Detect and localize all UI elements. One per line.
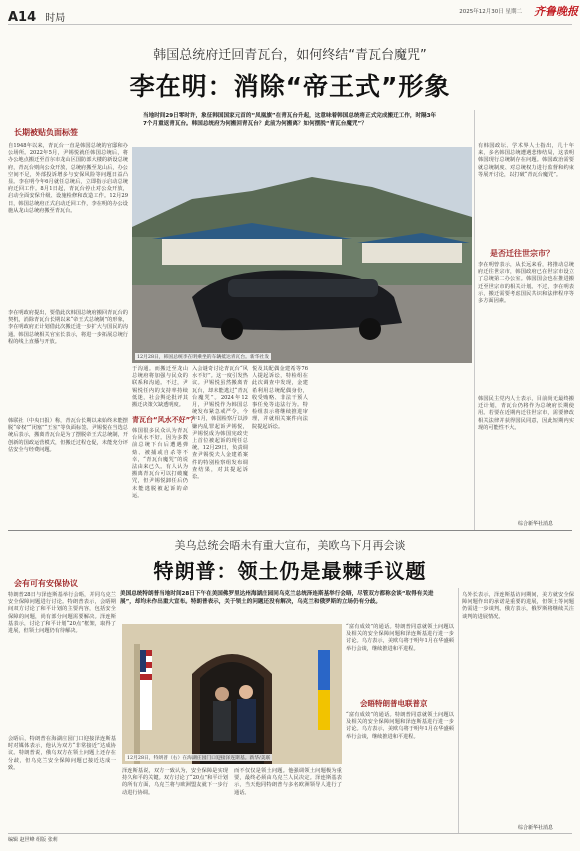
story1-byline: 综合新华社消息 bbox=[518, 521, 554, 527]
story1-col1-text: 自1948年以来，青瓦台一直是韩国总统的官邸和办公场所。2022年5月，尹锡悦就任韩国总统后，将办公地点搬迁至首尔市龙山区国防部大楼的新设总统府，青瓦台则向公众开放，总统府搬至龙山后，办公空间不足，外部投诉增多与安保风险等问题日益凸显。李在明今年6月就任总统后，立即指示启动总统府迁回工作。8月1日起，青瓦台停止对公众开放，启动全面安保升级、设施检修和改造工作。12月29日，韩国总统府正式启动迁回工作，李在明的办公设施从龙山总统府搬至青瓦台。 bbox=[8, 143, 128, 214]
story2-col1b-text: 会晤后，特朗普在海湖庄园门口迎接泽连斯基时对媒体表示，他认为双方“非常接近”达成协议。特朗普说，俄乌双方在领土问题上还存在分歧，但乌克兰安全保障问题已接近达成一致。 bbox=[8, 736, 116, 771]
story1-subhead-3: 是否迁往世宗市？ bbox=[490, 249, 554, 258]
story1-col5a-text: 有韩国政坛、学术界人士指出，几十年来，多名韩国总统遭遇悲惨结局，这表明韩国现行总统制存在问题。韩国政治需要就总统制度、对总统权力进行监督和约束等展开讨论，以打破“青瓦台魔咒”。 bbox=[478, 143, 574, 178]
story2-headline: 特朗普：领土仍是最棘手议题 bbox=[153, 559, 427, 583]
story2-col1-text: 特朗普28日与泽连斯基举行会晤，并同乌克兰安全保障问题进行讨论。特朗普表示，会晤期间双方讨论了和平计划的主要内容，包括安全保障的问题，尚有部分问题需要解决。泽连斯基表示，讨论了和平计划“20点”框架，取得了进展，但领土问题仍有待解决。 bbox=[8, 592, 116, 635]
story2-col4-text: “富有成效”的通话。特朗普同意就领土问题以及相关的安全保障问题和泽连斯基进行进一步讨论。乌方表示，美欧乌将于明年1月在华盛顿举行会谈，继续推进和平进程。 bbox=[346, 624, 454, 652]
column-rule bbox=[474, 110, 475, 530]
story2-subhead-2: 会晤特朗普电联普京 bbox=[360, 699, 428, 708]
story1-photo-caption: 12月28日，韩国总统李在明乘坐的车辆抵达青瓦台。新华社发 bbox=[137, 355, 270, 360]
story1-col1b-text: 李在明政府提出，要借此次韩国总统府搬回青瓦台的契机，消除青瓦台长期以来“帝王式总统制”的形象，李在明政府正计划借此次搬迁进一步扩大与国民的沟通。韩国总统相关官室长表示，将进一步拓展总统行程的线上直播与开放。 bbox=[8, 310, 128, 345]
issue-date: 2025年12月30日 星期二 bbox=[459, 9, 522, 15]
story1-col2b-text: 韩国很多民众认为青瓦台风水不好。因为多数前总统下台后遭遇弹劾、被捕或自杀等不幸，“青瓦台魔咒”的说法由来已久。有人认为搬离青瓦台可以打破魔咒，但尹锡悦卸任后仍未能逃脱被起诉的命运。 bbox=[132, 428, 188, 499]
story1-col5b-text: 李在明曾表示，从长远来看，将推动总统府迁往世宗市，韩国政府已在世宗市设立了总统第二办公室。韩国国会也在推进搬迁至世宗市的相关计划。不过，李在明表示，搬迁需要考虑国民共识和法律程序等多方面因素。 bbox=[478, 262, 574, 305]
story1-headline: 李在明：消除“帝王式”形象 bbox=[129, 72, 451, 101]
story2-photo bbox=[122, 624, 342, 764]
story2-col2-text: 泽连斯基说，双方一致认为，安全保障是实现持久和平的关键。双方讨论了“20点”和平计划的所有方面，乌克兰将与欧洲盟友就下一步行动进行协调。 bbox=[122, 768, 228, 796]
story2-byline: 综合新华社消息 bbox=[518, 825, 554, 831]
story1-col1c-text: 韩联社（中央日报）称，青瓦台长期以来始终未能摆脱“帝权”“闭塞”“王室”等负面标签。尹锡悦在当选总统后表示，搬离青瓦台是为了摆脱帝王式总统制，开创新的国政运营模式，但搬迁过程仓促，未能充分评估安全与经费问题。 bbox=[8, 418, 128, 453]
story1-subhead-1: 长期被贴负面标签 bbox=[14, 128, 78, 137]
story1-photo bbox=[132, 147, 472, 363]
story2-col4b-text: “富有成效”的通话。特朗普同意就领土问题以及相关的安全保障问题和泽连斯基进行进一步讨论。乌方表示，美欧乌将于明年1月在华盛顿举行会谈，继续推进和平进程。 bbox=[346, 712, 454, 740]
newspaper-logo: 齐鲁晚报 bbox=[534, 5, 578, 18]
motorcade-photo bbox=[132, 147, 472, 363]
story1-deck: 当地时间29日零时许，象征韩国国家元首的“凤凰旗”在青瓦台升起，这意味着韩国总统将正式完成搬迁工作，时隔3年7个月重返青瓦台。韩国总统府为何搬回青瓦台？此前为何搬离？如何摆脱“青瓦台魔咒”？ bbox=[143, 113, 437, 127]
story1-subhead-2: 青瓦台“风水不好”？ bbox=[132, 416, 198, 424]
section-name: 时局 bbox=[45, 13, 66, 24]
page-number: A14 bbox=[8, 10, 37, 25]
footer-rule bbox=[8, 833, 572, 834]
page-footer: 编辑 赵世峰 组版 张莉 bbox=[8, 837, 58, 843]
story2-kicker: 美乌总统会晤未有重大宣布，美欧乌下月再会谈 bbox=[174, 539, 406, 552]
story2-deck: 美国总统特朗普当地时间28日下午在美国佛罗里达州海湖庄园同乌克兰总统泽连斯基举行会晤，尽管双方都称会谈“取得有关进展”，却均未作出重大宣布。特朗普表示，关于领土的问题还没有解决，乌克兰和俄罗斯的立场仍有分歧。 bbox=[120, 591, 434, 605]
story1-kicker: 韩国总统府迁回青瓦台，如何终结“青瓦台魔咒” bbox=[153, 48, 427, 63]
story1-col5c-text: 韩国民主党内人士表示，目前尚无最终搬迁计划，青瓦台仍将作为总统府长期使用。若要在近期内迁往世宗市，需要修改相关法律并获得国民同意，因此短期内实现的可能性不大。 bbox=[478, 396, 574, 431]
story2-subhead-1: 会有可有安保协议 bbox=[14, 579, 78, 588]
story2-col5-text: 乌外长表示，泽连斯基访问期间，美方就安全保障问题作出的承诺是重要的进展，但领土等问题仍需进一步谈判。俄方表示，俄罗斯将继续关注谈判的进展情况。 bbox=[462, 592, 574, 620]
story1-col2a-text: 于沟通。而搬迁至龙山总统府将加强与民众的联系和沟通。不过，尹锡悦任内的支持率持续低迷，社会舆论批评其搬迁决策欠缺透明度。 bbox=[132, 366, 188, 409]
story1-col3-text: 入会谜奇讨论青瓦台“风水不好”。这一度引发热议。尹锡悦虽然搬离青瓦台，却未能逃过“青瓦台魔咒”。2024年12月，尹锡悦作为韩国总统发布紧急戒严令，今年1月，韩国检察厅以涉嫌内乱罪起诉尹锡悦，尹锡悦成为韩国宪政史上首位被起诉的现任总统。12月29日，负责调查尹锡悦夫人金建希案件的特别检察组发布调查结果，对其提起诉讼。 bbox=[192, 366, 248, 481]
story-divider bbox=[8, 530, 572, 531]
column-rule-2 bbox=[458, 588, 459, 834]
story2-col3-text: 而不仅仅是领土问题。他强调领土问题极为重要，最终必须由乌克兰人民决定。泽连斯基表示，当天他同特朗普与多名欧洲领导人进行了通话。 bbox=[234, 768, 342, 796]
story1-col4-text: 悦及其配偶金建希等76人提起诉讼，特检组在此次调查中发现，金建希利用总统配偶身份，收受贿赂、非法干预人事任免等违法行为。特检组表示将继续推进审理，并就相关案件向法院提起诉讼。 bbox=[252, 366, 308, 430]
meeting-photo bbox=[122, 624, 342, 764]
story2-photo-caption: 12月28日，特朗普（右）在海湖庄园门口迎接泽连斯基。新华/美联 bbox=[127, 756, 271, 761]
